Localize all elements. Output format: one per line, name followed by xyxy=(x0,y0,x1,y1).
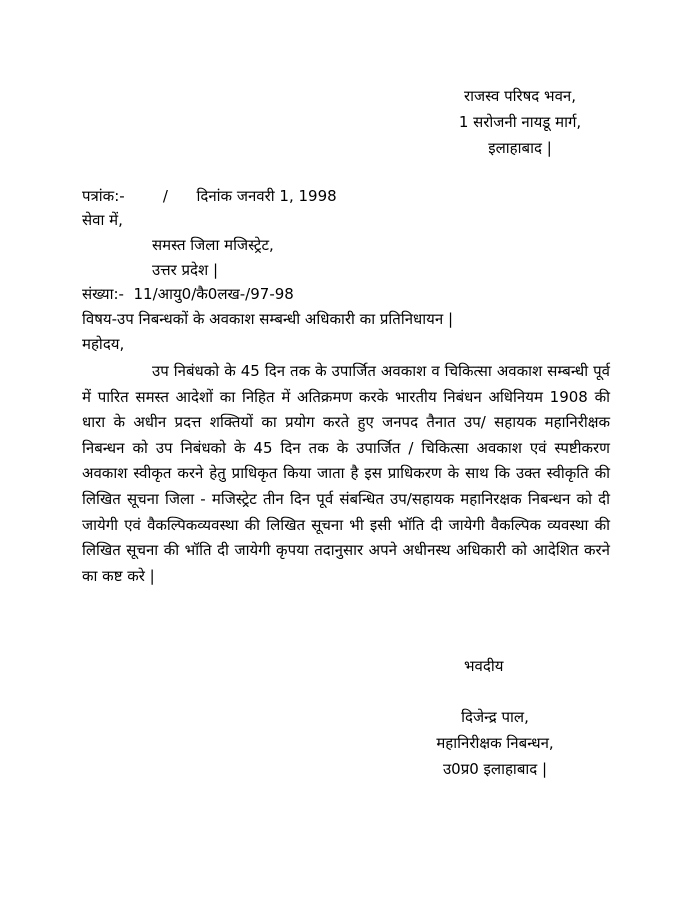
sender-address-line-2: 1 सरोजनी नायडू मार्ग, xyxy=(458,113,582,131)
subject-line: विषय-उप निबन्धकों के अवकाश सम्बन्धी अधिकारी का प्रतिनिधायन | xyxy=(82,310,453,328)
number-line: संख्या:- 11/आयु0/कै0लख-/97-98 xyxy=(82,285,294,303)
sender-address-line-3: इलाहाबाद | xyxy=(488,139,552,157)
reference-date-line: पत्रांक:- / दिनांक जनवरी 1, 1998 xyxy=(82,187,337,205)
sender-address-line-1: राजस्व परिषद भवन, xyxy=(463,87,576,105)
recipient-line-1: समस्त जिला मजिस्ट्रेट, xyxy=(152,236,274,254)
signatory-designation: महानिरीक्षक निबन्धन, xyxy=(436,734,554,752)
recipient-line-2: उत्तर प्रदेश | xyxy=(152,261,219,279)
greeting: महोदय, xyxy=(82,335,125,353)
body-paragraph: उप निबंधको के 45 दिन तक के उपार्जित अवकाश व चिकित्सा अवकाश सम्बन्धी पूर्व में पारित समस्त आदेशों का निहित में अतिक्रमण करके भारतीय निबंधन अधिनियम 1908 की धारा के अधीन प्रदत्त शक्तियों का प्रयोग करते हुए जनपद तैनात उप/ सहायक महानिरीक्षक निबन्धन को उप निबंधको के 45 दिन तक के उपार्जित / चिकित्सा अवकाश एवं स्पष्टीकरण अवकाश स्वीकृत करने हेतु प्राधिकृत किया जाता है इस प्राधिकरण के साथ कि उक्त स्वीकृति की लिखित सूचना जिला - मजिस्ट्रेट तीन दिन पूर्व संबन्धित उप/सहायक महानिरक्षक निबन्धन को दी जायेगी एवं वैकल्पिकव्यवस्था की लिखित सूचना भी इसी भॉति दी जायेगी वैकल्पिक व्यवस्था की लिखित सूचना की भॉति दी जायेगी कृपया तदानुसार अपने अधीनस्थ अधिकारी को आदेशित करने का कष्ट करे | xyxy=(82,362,610,585)
salutation-to: सेवा में, xyxy=(82,211,123,229)
closing: भवदीय xyxy=(464,657,504,675)
signatory-location: उ0प्र0 इलाहाबाद | xyxy=(442,760,548,778)
signatory-name: दिजेन्द्र पाल, xyxy=(461,708,529,726)
